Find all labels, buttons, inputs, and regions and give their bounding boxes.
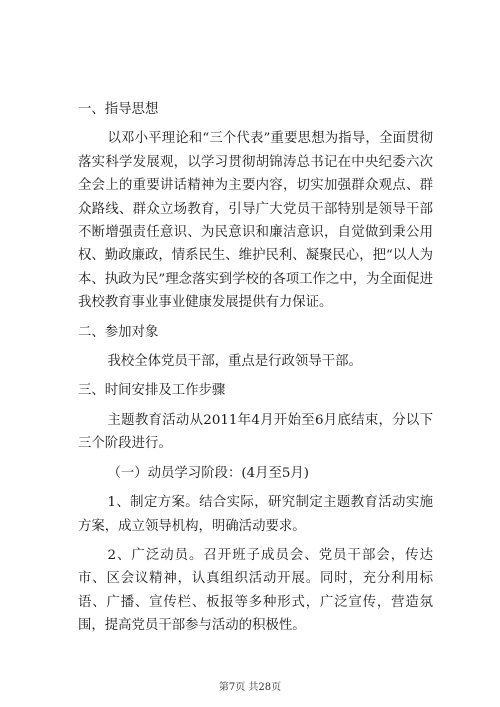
document-body — [78, 98, 433, 638]
section-heading-schedule: 三、时间安排及工作步骤 — [78, 383, 226, 399]
page-footer: 第7页 共28页 — [218, 682, 282, 693]
section-heading-guiding-ideology: 一、指导思想 — [78, 102, 159, 117]
paragraph-participants: 我校全体党员干部，重点是行政领导干部。 — [107, 354, 362, 370]
list-item-formulate-plan: 1、制定方案。结合实际，研究制定主题教育活动实施方案，成立领导机构，明确活动要求。 — [78, 495, 433, 534]
section-heading-participants: 二、参加对象 — [78, 324, 159, 340]
paragraph-schedule: 主题教育活动从2011年4月开始至6月底结束，分以下三个阶段进行。 — [78, 412, 433, 452]
list-item-mobilization: 2、广泛动员。召开班子成员会、党员干部会，传达市、区会议精神，认真组织活动开展。同时，充分利用标语、广播、宣传栏、板报等多种形式，广泛宣传，营造氛围，提高党员干部参与活动的积极性。 — [78, 547, 433, 634]
paragraph-guiding-ideology: 以邓小平理论和“三个代表”重要思想为指导，全面贯彻落实科学发展观，以学习贯彻胡锦涛总书记在中央纪委六次全会上的重要讲话精神为主要内容，切实加强群众观点、群众路线、群众立场教育，引导广大党员干部特别是领导干部不断增强责任意识、为民意识和廉洁意识，自觉做到秉公用权、勤政廉政，情系民生、维护民利、凝聚民心，把“以人为本、执政为民”理念落实到学校的各项工作之中，为全面促进我校教育事业事业健康发展提供有力保证。 — [78, 131, 433, 311]
subsection-heading-mobilization: （一）动员学习阶段：(4月至5月) — [107, 465, 310, 481]
